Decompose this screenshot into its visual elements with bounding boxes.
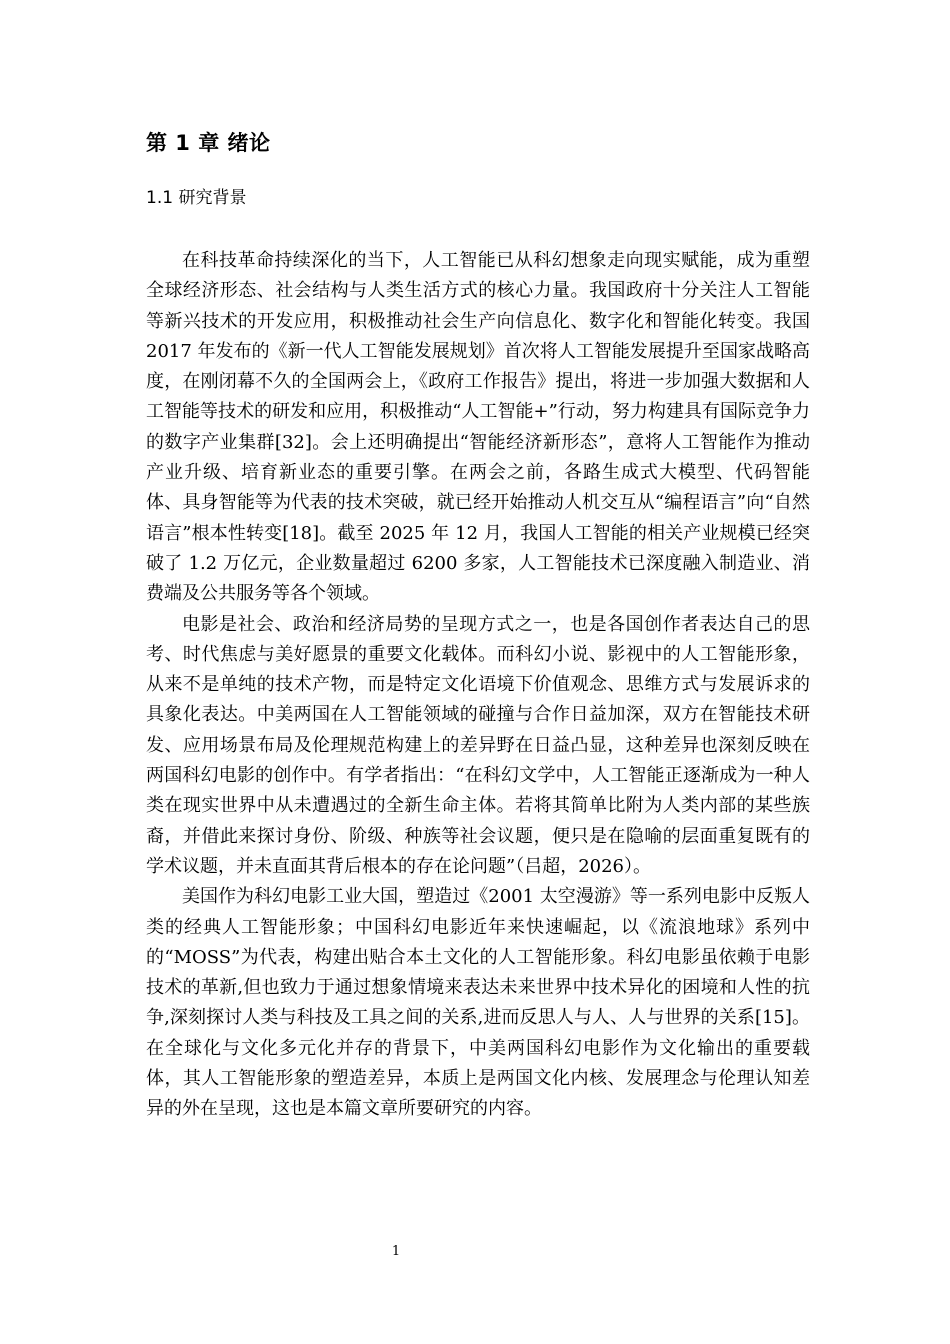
- paragraph-3: 美国作为科幻电影工业大国，塑造过《2001 太空漫游》等一系列电影中反叛人类的经典人工智能形象；中国科幻电影近年来快速崛起，以《流浪地球》系列中的“MOSS”为代表，构建出贴合本土文化的人工智能形象。科幻电影虽依赖于电影技术的革新,但也致力于通过想象情境来表达未来世界中技术异化的困境和人性的抗争,深刻探讨人类与科技及工具之间的关系,进而反思人与人、人与世界的关系[15]。在全球化与文化多元化并存的背景下，中美两国科幻电影作为文化输出的重要载体，其人工智能形象的塑造差异，本质上是两国文化内核、发展理念与伦理认知差异的外在呈现，这也是本篇文章所要研究的内容。: [146, 886, 810, 1120]
- page-number: 1: [391, 1244, 401, 1259]
- paragraph-1: 在科技革命持续深化的当下，人工智能已从科幻想象走向现实赋能，成为重塑全球经济形态、社会结构与人类生活方式的核心力量。我国政府十分关注人工智能等新兴技术的开发应用，积极推动社会生产向信息化、数字化和智能化转变。我国 2017 年发布的《新一代人工智能发展规划》首次将人工智能发展提升至国家战略高度，在刚闭幕不久的全国两会上，《政府工作报告》提出，将进一步加强大数据和人工智能等技术的研发和应用，积极推动“人工智能+”行动，努力构建具有国际竞争力的数字产业集群[32]。会上还明确提出“智能经济新形态”，意将人工智能作为推动产业升级、培育新业态的重要引擎。在两会之前，各路生成式大模型、代码智能体、具身智能等为代表的技术突破，就已经开始推动人机交互从“编程语言”向“自然语言”根本性转变[18]。截至 2025 年 12 月，我国人工智能的相关产业规模已经突破了 1.2 万亿元，企业数量超过 6200 多家，人工智能技术已深度融入制造业、消费端及公共服务等各个领域。: [146, 250, 810, 605]
- paragraph-2: 电影是社会、政治和经济局势的呈现方式之一，也是各国创作者表达自己的思考、时代焦虑与美好愿景的重要文化载体。而科幻小说、影视中的人工智能形象，从来不是单纯的技术产物，而是特定文化语境下价值观念、思维方式与发展诉求的具象化表达。中美两国在人工智能领域的碰撞与合作日益加深，双方在智能技术研发、应用场景布局及伦理规范构建上的差异野在日益凸显，这种差异也深刻反映在两国科幻电影的创作中。有学者指出：“在科幻文学中，人工智能正逐渐成为一种人类在现实世界中从未遭遇过的全新生命主体。若将其简单比附为人类内部的某些族裔，并借此来探讨身份、阶级、种族等社会议题，便只是在隐喻的层面重复既有的学术议题，并未直面其背后根本的存在论问题”（吕超，2026）。: [146, 613, 810, 877]
- section-title: 1.1 研究背景: [146, 188, 247, 208]
- body-text: [146, 246, 810, 1125]
- chapter-title: 第 1 章 绪论: [146, 131, 271, 155]
